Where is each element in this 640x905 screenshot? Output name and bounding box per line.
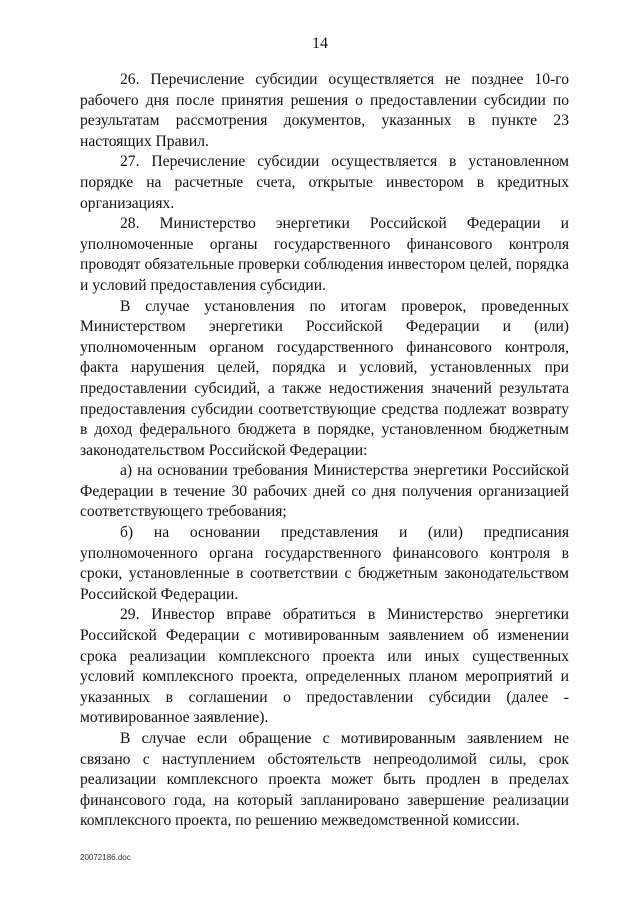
paragraph-27: 27. Перечисление субсидии осуществляется в установленном порядке на расчетные счета, открытые инвестором в кредитных организациях. [80,153,569,212]
paragraph-28-b: б) на основании представления и (или) предписания уполномоченного органа государственного финансового контроля в сроки, установленные в соответствии с бюджетным законодательством Российской Федерации. [80,524,569,603]
paragraph-26: 26. Перечисление субсидии осуществляется не позднее 10-го рабочего дня после принятия решения о предоставлении субсидии по результатам рассмотрения документов, указанных в пункте 23 настоящих Правил. [80,71,569,150]
paragraph-28-violations: В случае установления по итогам проверок, проведенных Министерством энергетики Российской Федерации и (или) уполномоченным органом государственного финансового контроля, факта нарушения целей, порядка и условий, установленных при предоставлении субсидий, а также недостижения значений результата предоставления субсидии соответствующие средства подлежат возврату в доход федерального бюджета в порядке, установленном бюджетным законодательством Российской Федерации: [80,297,569,459]
paragraph-29-extension: В случае если обращение с мотивированным заявлением не связано с наступлением обстоятельств непреодолимой силы, срок реализации комплексного проекта может быть продлен в пределах финансового года, на который запланировано завершение реализации комплексного проекта, по решению межведомственной комиссии. [80,730,569,830]
paragraph-28: 28. Министерство энергетики Российской Федерации и уполномоченные органы государственного финансового контроля проводят обязательные проверки соблюдения инвестором целей, порядка и условий предоставления субсидии. [80,215,569,294]
paragraph-29: 29. Инвестор вправе обратиться в Министерство энергетики Российской Федерации с мотивированным заявлением об изменении срока реализации комплексного проекта или иных существенных условий комплексного проекта, определенных планом мероприятий и указанных в соглашении о предоставлении субсидии (далее - мотивированное заявление). [80,606,569,727]
document-body [80,70,569,832]
document-file-code: 20072186.doc [80,853,131,862]
paragraph-28-a: а) на основании требования Министерства энергетики Российской Федерации в течение 30 рабочих дней со дня получения организацией соответствующего требования; [80,462,569,521]
page-number: 14 [312,35,328,52]
